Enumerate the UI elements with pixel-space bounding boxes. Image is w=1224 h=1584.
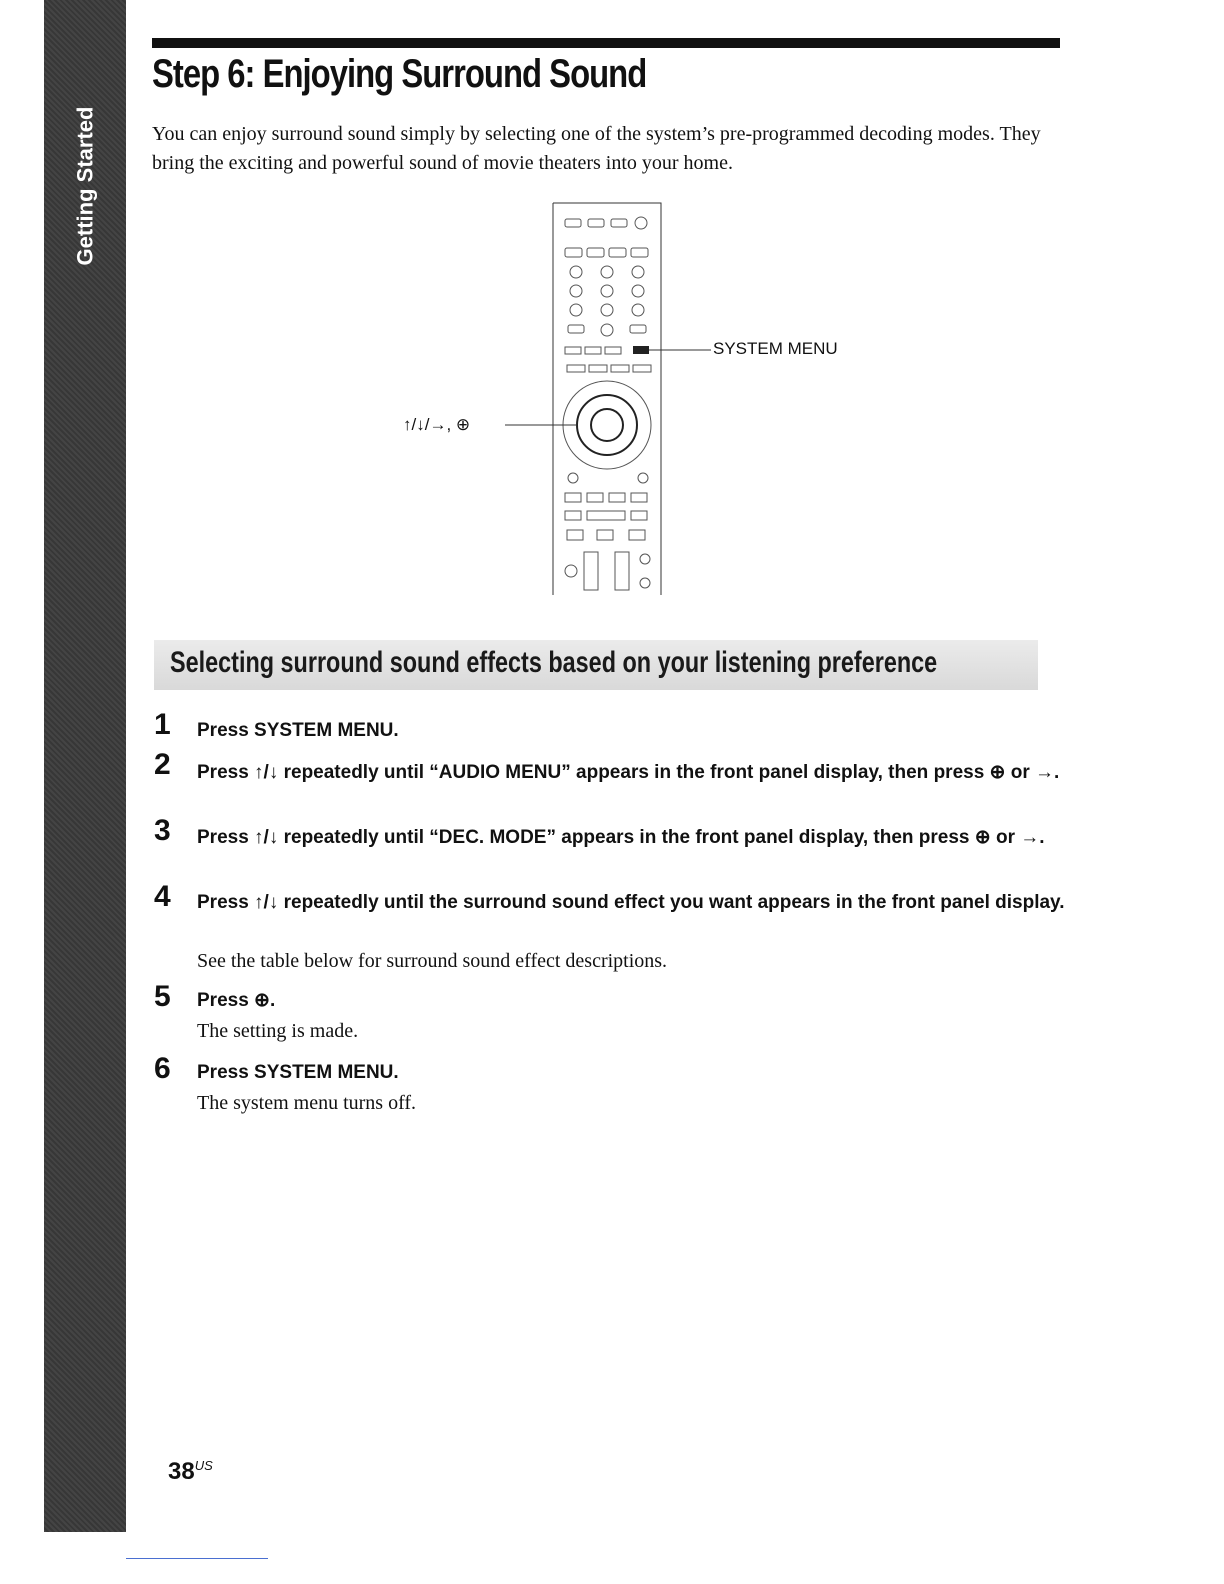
step-text: Press ↑/↓ repeatedly until “AUDIO MENU” appears in the front panel display, then press ⊕ or →. <box>197 762 1060 783</box>
top-rule <box>152 38 1060 48</box>
step-note: The setting is made. <box>197 1020 359 1042</box>
step-number: 6 <box>154 1052 171 1085</box>
step-number: 3 <box>154 814 171 847</box>
callout-arrows-enter: ↑/↓/→, ⊕ <box>403 415 471 434</box>
step-number: 4 <box>154 880 171 913</box>
callout-system-menu: SYSTEM MENU <box>713 339 838 358</box>
step-number: 2 <box>154 748 171 781</box>
step-text: Press ⊕. <box>197 990 276 1011</box>
intro-paragraph: You can enjoy surround sound simply by selecting one of the system’s pre-programmed decoding modes. They bring the exciting and powerful sound of movie theaters into your home. <box>152 123 1041 174</box>
step-text: Press ↑/↓ repeatedly until the surround sound effect you want appears in the front panel display. <box>197 892 1065 913</box>
footer-line <box>126 1558 268 1559</box>
step-number: 1 <box>154 708 171 741</box>
step-note: The system menu turns off. <box>197 1092 417 1114</box>
section-title: Selecting surround sound effects based on your listening preference <box>170 646 938 679</box>
step-text: Press SYSTEM MENU. <box>197 1062 399 1083</box>
page-title: Step 6: Enjoying Surround Sound <box>152 52 647 96</box>
page-number <box>168 1458 213 1486</box>
step-text: Press SYSTEM MENU. <box>197 720 399 741</box>
remote-control-figure <box>395 195 865 600</box>
side-tab-label <box>60 86 110 286</box>
step-text: Press ↑/↓ repeatedly until “DEC. MODE” appears in the front panel display, then press ⊕ or →. <box>197 827 1045 848</box>
remote-control-illustration <box>395 195 865 600</box>
step-number: 5 <box>154 980 171 1013</box>
page-number-suffix: US <box>194 1458 213 1473</box>
page-number-value: 38 <box>168 1458 195 1485</box>
step-note: See the table below for surround sound effect descriptions. <box>197 950 668 972</box>
section-label: Getting Started <box>72 106 97 266</box>
